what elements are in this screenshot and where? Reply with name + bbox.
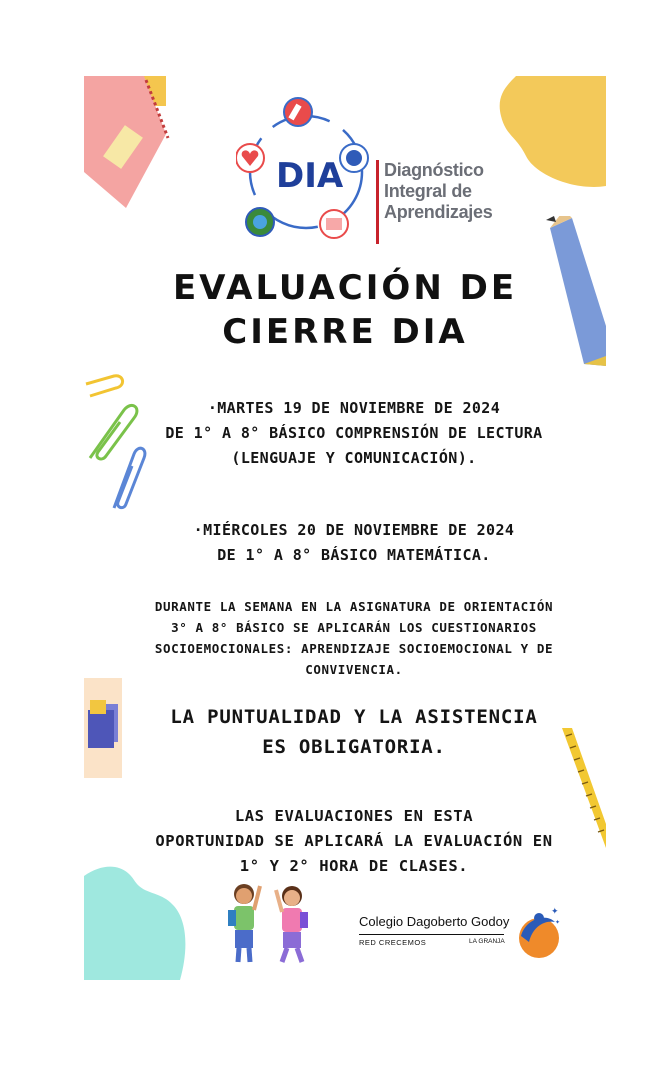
school-network: RED CRECEMOS [359,938,427,947]
school-emblem-icon [515,906,561,962]
orientation-line-1: DURANTE LA SEMANA EN LA ASIGNATURA DE ORIENTACIÓN [154,599,554,614]
logo-text [384,160,492,223]
students-illustration [220,876,320,968]
attendance-notice [124,702,584,762]
teal-blob-shape [84,862,190,980]
orientation-line-4: CONVIVENCIA. [305,662,403,677]
schedule-2-line-1: ·MIÉRCOLES 20 DE NOVIEMBRE DE 2024 [193,521,515,539]
schedule-1-line-3: (LENGUAJE Y COMUNICACIÓN). [231,449,477,467]
logo-line-2: Integral de [384,181,472,201]
logo-divider [376,160,379,244]
schedule-1-line-1: ·MARTES 19 DE NOVIEMBRE DE 2024 [207,399,501,417]
notebook-icon [84,76,174,211]
logo-line-1: Diagnóstico [384,160,484,180]
page-title-line-1: EVALUACIÓN DE [172,268,518,308]
attendance-line-1: LA PUNTUALIDAD Y LA ASISTENCIA [170,706,538,728]
schedule-item-2 [124,518,584,568]
timing-line-2: OPORTUNIDAD SE APLICARÁ LA EVALUACIÓN EN [155,832,553,850]
svg-text:✦: ✦ [551,907,559,917]
dia-logo [236,94,496,249]
svg-text:✦: ✦ [555,919,561,926]
schedule-1-line-2: DE 1° A 8° BÁSICO COMPRENSIÓN DE LECTURA [165,424,543,442]
school-divider [359,934,504,935]
school-name: Colegio Dagoberto Godoy [359,914,510,929]
page-title-line-2: CIERRE DIA [222,312,468,352]
dia-cycle-icon [236,94,376,249]
logo-line-3: Aprendizajes [384,202,493,222]
timing-line-1: LAS EVALUACIONES EN ESTA [234,807,474,825]
school-area: LA GRANJA [469,938,505,945]
poster [84,76,606,980]
attendance-line-2: ES OBLIGATORIA. [262,736,446,758]
timing-line-3: 1° Y 2° HORA DE CLASES. [239,857,469,875]
yellow-blob-shape [496,76,606,191]
orientation-line-3: SOCIOEMOCIONALES: APRENDIZAJE SOCIOEMOCIONAL Y DE [154,641,554,656]
orientation-note [124,596,584,680]
schedule-2-line-2: DE 1° A 8° BÁSICO MATEMÁTICA. [217,546,491,564]
logo-acronym: DIA [276,156,344,196]
timing-note [124,804,584,879]
folders-icon [84,678,122,778]
school-logo [359,907,589,964]
orientation-line-2: 3° A 8° BÁSICO SE APLICARÁN LOS CUESTIONARIOS [171,620,537,635]
schedule-item-1 [124,396,584,471]
